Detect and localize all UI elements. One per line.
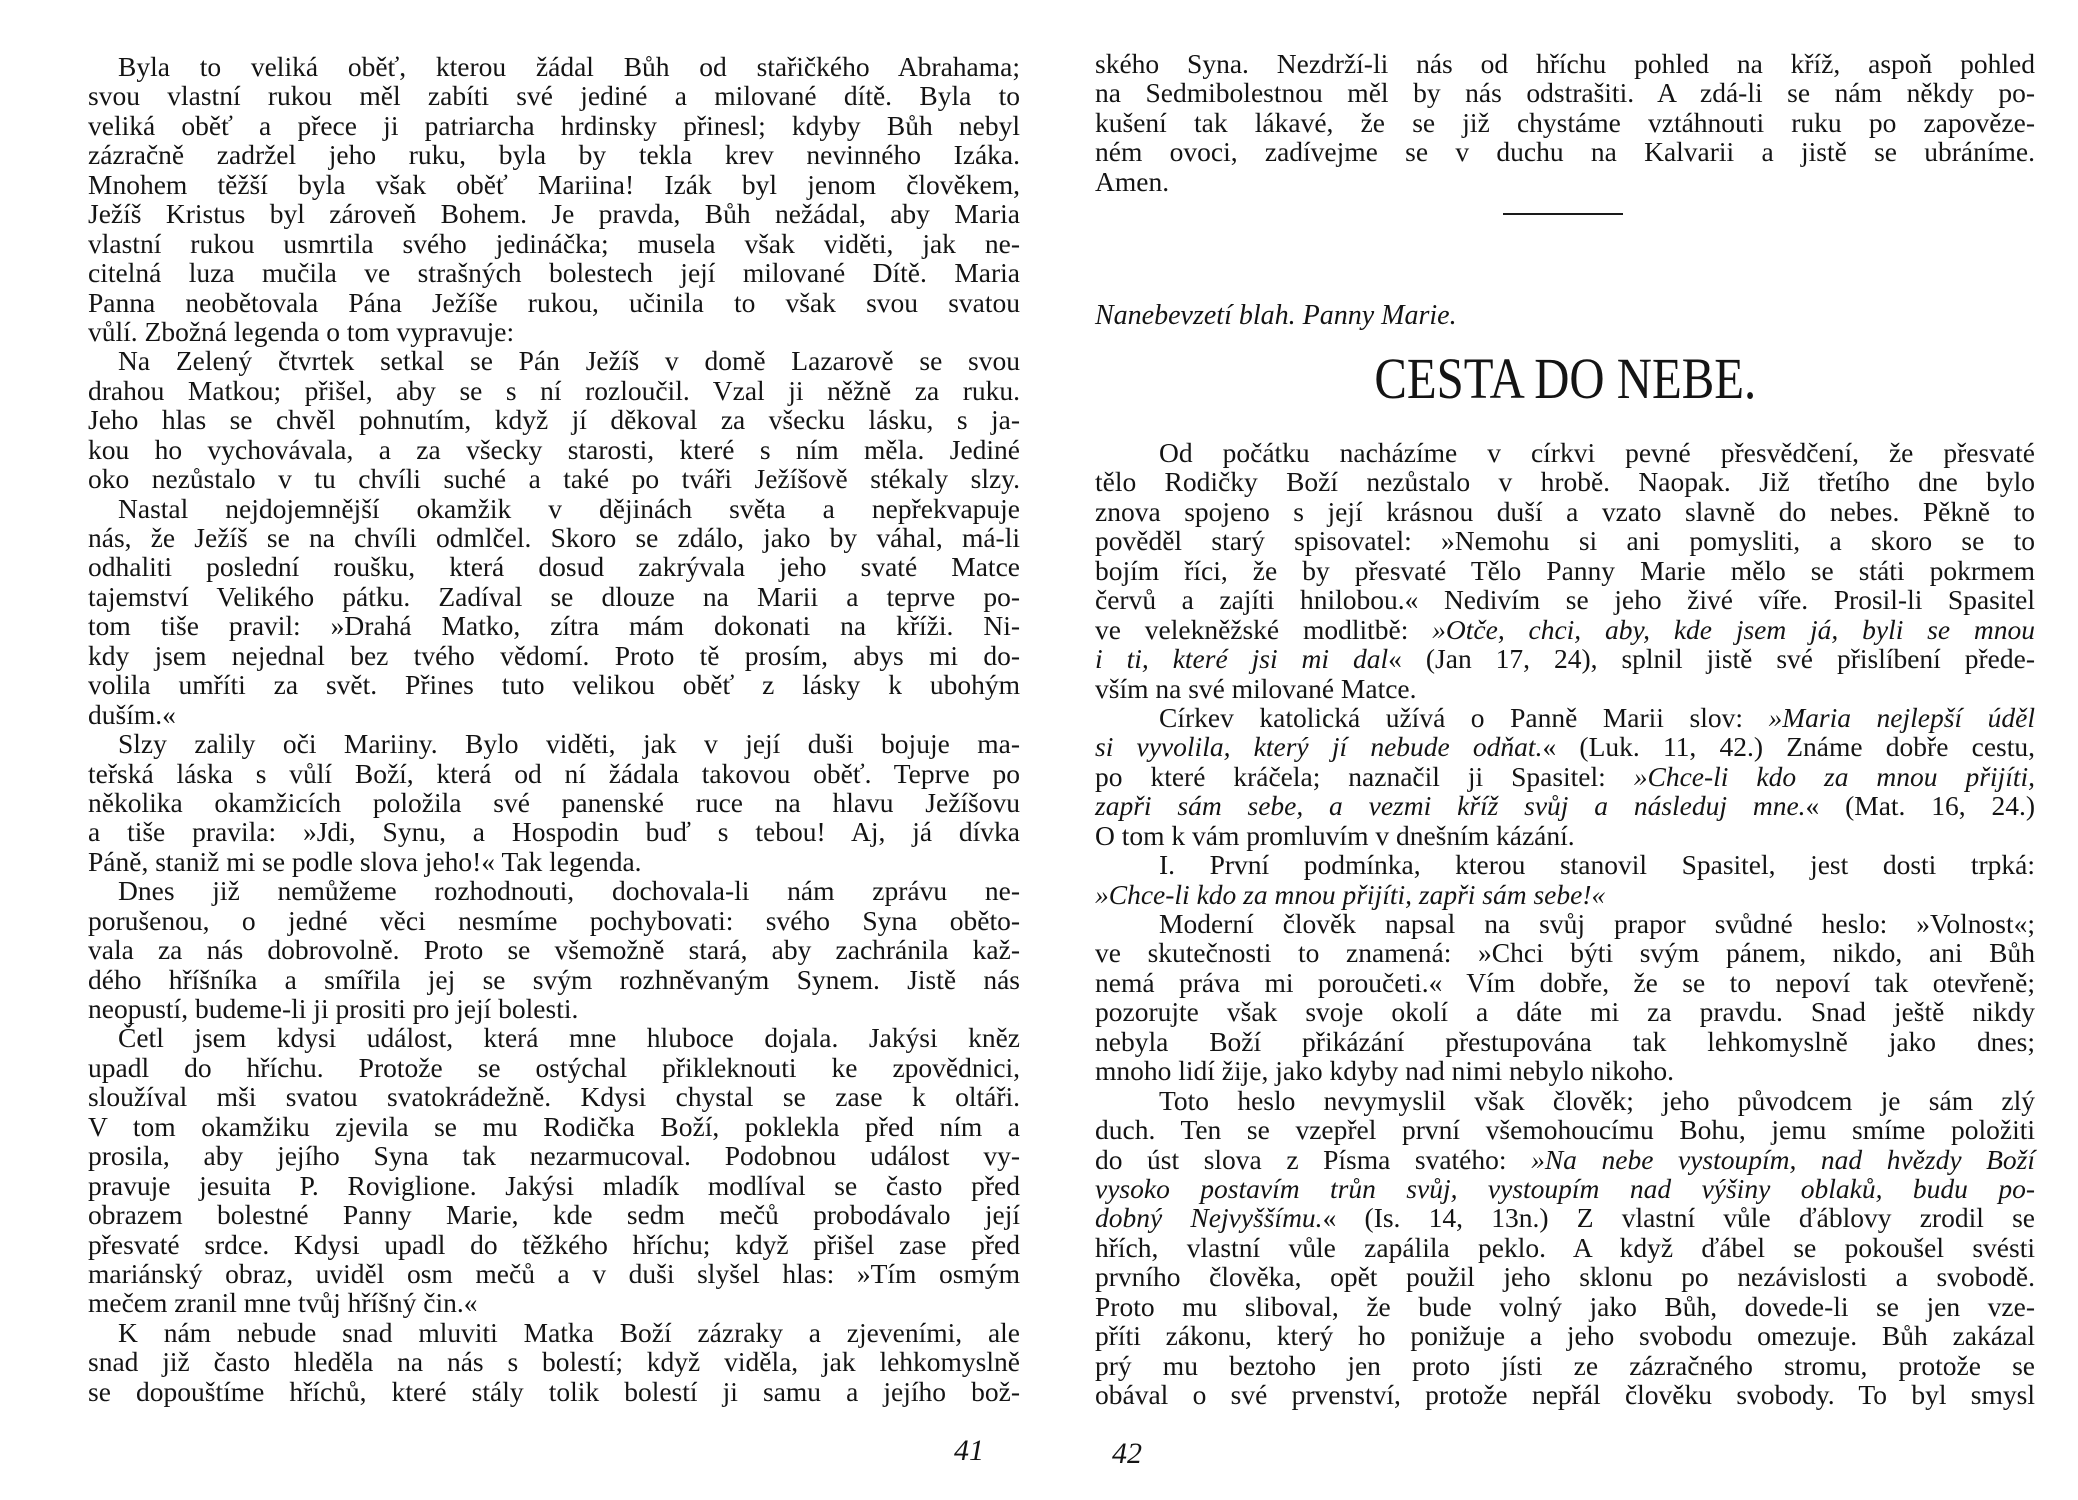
text-line: sloužíval mši svatou svatokrádežně. Kdysi chystal se zase k oltáři. [88,1081,1020,1113]
text-run: po které kráčela; naznačil ji Spasitel: [1095,760,1634,792]
text-line: pozorujte však svoje okolí a dáte mi za pravdu. Snad ještě nikdy [1095,996,2035,1028]
text-line: O tom k vám promluvím v dnešním kázání. [1095,819,1575,851]
text-line: svou vlastní rukou měl zabíti své jediné a milované dítě. Byla to [88,80,1020,112]
text-line [1095,1174,2035,1203]
text-line: tajemství Velikého pátku. Zadíval se dlouze na Marii a teprve po- [88,580,1020,612]
text-line: upadl do hříchu. Protože se ostýchal přikleknouti ke zpovědnici, [88,1051,1020,1083]
paragraph [1095,49,2035,196]
text-line: Toto heslo nevymyslil však člověk; jeho původcem je sám zlý [1159,1084,2035,1116]
text-line: nás, že Ježíš se na chvíli odmlčel. Skoro se zdálo, jako by váhal, má-li [88,522,1020,553]
text-line: pověděl starý spisovatel: »Nemohu si ani pomysliti, a skoro se to [1095,525,2035,557]
paragraph [1095,438,2035,703]
text-line: ského Syna. Nezdrží-li nás od hříchu pohled na kříž, aspoň pohled [1095,48,2035,79]
text-line: prosila, aby jejího Syna tak nezarmucoval. Podobnou událost vy- [88,1140,1020,1172]
italic-quote: si vyvolila, který jí nebude odňat. [1095,731,1543,763]
text-line: ném ovoci, zadívejme se v duchu na Kalvarii a jistě se ubráníme. [1095,136,2035,168]
italic-quote: »Na nebe vystoupím, nad hvězdy Boží [1531,1143,2035,1175]
paragraph [88,1318,1020,1406]
text-run: « (Is. 14, 13n.) Z vlastní vůle ďáblovy zrodil se [1322,1202,2035,1234]
text-line: a tiše pravila: »Jdi, Synu, a Hospodin buď s tebou! Aj, já dívka [88,816,1020,848]
text-line: Byla to veliká oběť, kterou žádal Bůh od stařičkého Abrahama; [118,51,1020,82]
text-line: Slzy zalily oči Mariiny. Bylo viděti, jak v její duši bojuje ma- [118,728,1020,760]
text-line: Četl jsem kdysi událost, která mne hluboce dojala. Jakýsi kněz [118,1022,1020,1054]
text-line: mnoho lidí žije, jako kdyby nad nimi nebylo nikoho. [1095,1055,1674,1087]
paragraph [88,876,1020,1023]
paragraph [1095,1086,2035,1410]
text-line: mečem zranil mne tvůj hříšný čin.« [88,1287,478,1319]
italic-quote: dobný Nejvyššímu. [1095,1202,1323,1234]
text-line: Proto mu sliboval, že bude volný jako Bůh, dovede-li se jen vze- [1095,1290,2035,1322]
text-line: přesvaté srdce. Kdysi upadl do těžkého hříchu; když přišel zase před [88,1228,1020,1260]
text-line: Mnohem těžší byla však oběť Mariina! Izák byl jenom člověkem, [88,168,1020,200]
text-line: duch. Ten se vzepřel první všemohoucímu Bohu, jemu smíme položiti [1095,1114,2035,1146]
italic-quote: zapři sám sebe, a vezmi kříž svůj a následuj mne. [1095,790,1806,822]
text-line: obával o své prvenství, protože nepřál člověku svobody. To byl smysl [1095,1379,2035,1410]
text-line [1095,644,2035,673]
text-line: hřích, vlastní vůle zapálila peklo. A když ďábel se pokoušel svésti [1095,1231,2035,1263]
text-line: V tom okamžiku zjevila se mu Rodička Boží, poklekla před ním a [88,1110,1020,1142]
text-line: Jeho hlas se chvěl pohnutím, když jí děkoval za všecku lásku, s ja- [88,404,1020,436]
italic-quote: i ti, které jsi mi dal [1095,643,1389,675]
text-line: se dopouštíme hříchů, které stály tolik bolestí ji samu a jejího bož- [88,1375,1020,1407]
text-line: kou ho vychovávala, a za všecky starosti, které s ním měla. Jediné [88,433,1020,465]
page-number-right: 42 [1112,1437,1142,1470]
feast-subtitle: Nanebevzetí blah. Panny Marie. [1095,300,1457,331]
text-line: porušenou, o jedné věci nesmíme pochybovati: svého Syna oběto- [88,904,1020,936]
paragraph [88,729,1020,876]
text-line: pravuje jesuita P. Roviglione. Jakýsi mladík modlíval se často před [88,1169,1020,1201]
text-line: Moderní člověk napsal na svůj prapor svůdné heslo: »Volnost«; [1159,908,2035,939]
text-line [1095,732,2035,761]
text-line [1095,762,2035,791]
text-line: tom tiše pravil: »Drahá Matko, zítra mám dokonati na kříži. Ni- [88,610,1020,642]
text-line: prý mu beztoho jen proto jísti ze zázračného stromu, protože se [1095,1349,2035,1381]
paragraph [1095,703,2035,850]
text-run: Církev katolická užívá o Panně Marii slov: [1159,701,1769,733]
text-line: Ježíš Kristus byl zároveň Bohem. Je pravda, Bůh nežádal, aby Maria [88,198,1020,230]
section-divider [1503,213,1623,215]
text-line: neopustí, budeme-li ji prositi pro její bolesti. [88,993,579,1024]
text-line: Amen. [1095,165,1170,197]
text-line: Na Zelený čtvrtek setkal se Pán Ježíš v domě Lazarově se svou [118,345,1020,377]
text-line: tělo Rodičky Boží nezůstalo v hrobě. Naopak. Již třetího dne bylo [1095,466,2035,498]
text-line: duším.« [88,698,176,730]
text-line [1095,703,2035,732]
text-line [1095,615,2035,644]
italic-quote: »Chce-li kdo za mnou přijíti, zapři sám sebe!« [1095,878,1606,910]
text-line: I. První podmínka, kterou stanovil Spasitel, jest dosti trpká: [1159,849,2035,881]
text-line: veliká oběť a přece ji patriarcha hrdinsky přinesl; kdyby Bůh nebyl [88,109,1020,141]
text-line: znova spojeno s její krásnou duší a vzato slavně do nebes. Pěkně to [1095,495,2035,527]
italic-quote: »Chce-li kdo za mnou přijíti, [1633,760,2035,792]
paragraph [88,494,1020,730]
text-line: zázračně zadržel jeho ruku, byla by tekla krev nevinného Izáka. [88,139,1020,171]
text-run: ve velekněžské modlitbě: [1095,613,1433,645]
text-line: K nám nebude snad mluviti Matka Boží zázraky a zjeveními, ale [118,1316,1020,1348]
text-line: kušení tak lákavé, že se již chystáme vztáhnouti ruku po zapověze- [1095,106,2035,138]
paragraph [88,1023,1020,1317]
page-number-left: 41 [954,1434,984,1467]
text-line: obrazem bolestné Panny Marie, kde sedm mečů probodávalo její [88,1199,1020,1231]
text-line: nebyla Boží přikázání přestupována tak lehkomyslně jako dnes; [1095,1025,2035,1057]
text-line: prvního člověka, opět použil jeho sklonu po nezávislosti a svobodě. [1095,1261,2035,1293]
text-line: Dnes již nemůžeme rozhodnouti, dochovala-li nám zprávu ne- [118,875,1020,907]
text-line: Od počátku nacházíme v církvi pevné přesvědčení, že přesvaté [1159,437,2035,468]
text-line: na Sedmibolestnou měl by nás odstrašiti. A zdá-li se nám někdy po- [1095,77,2035,109]
text-line: drahou Matkou; přišel, aby se s ní rozloučil. Vzal ji něžně za ruku. [88,374,1020,406]
paragraph [88,52,1020,346]
sermon-title [1095,344,2035,414]
paragraph [1095,909,2035,1086]
text-line [1095,880,2035,909]
text-line: teřská láska s vůlí Boží, která od ní žádala takovou oběť. Teprve po [88,757,1020,789]
paragraph [88,346,1020,493]
text-line [1095,1203,2035,1232]
text-run: do úst slova z Písma svatého: [1095,1143,1532,1175]
sermon-title-text: CESTA DO NEBE. [1374,346,1756,411]
left-page-body [88,52,1020,1406]
text-line: citelná luza mučila ve strašných bolestech její milované Dítě. Maria [88,257,1020,289]
text-line: kdy jsem nejednal bez tvého vědomí. Proto tě prosím, abys mi do- [88,639,1020,671]
italic-quote: »Maria nejlepší úděl [1768,701,2035,733]
right-page-body [1095,438,2035,1409]
text-line: volila umříti za svět. Přines tuto velikou oběť z lásky k ubohým [88,669,1020,701]
text-line: dého hříšníka a smířila jej se svým rozhněvaným Synem. Jistě nás [88,963,1020,995]
text-line: Páně, staniž mi se podle slova jeho!« Tak legenda. [88,845,642,877]
italic-quote: »Otče, chci, aby, kde jsem já, byli se mnou [1432,613,2035,645]
text-run: « (Jan 17, 24), splnil jistě své přislíbení přede- [1388,643,2036,675]
text-line: vším na své milované Matce. [1095,672,1417,704]
text-line: odhaliti poslední roušku, která dosud zakrývala jeho svaté Matce [88,551,1020,583]
text-line [1095,1145,2035,1174]
text-line: nemá práva mi poroučeti.« Vím dobře, že se to nepoví tak otevřeně; [1095,966,2035,998]
text-line: několika okamžicích položila své panenské ruce na hlavu Ježíšovu [88,786,1020,818]
text-line: Panna neobětovala Pána Ježíše rukou, učinila to však svou svatou [88,286,1020,318]
text-line: Nastal nejdojemnější okamžik v dějinách světa a nepřekvapuje [118,492,1020,524]
text-run: « (Mat. 16, 24.) [1805,790,2035,822]
italic-quote: vysoko postavím trůn svůj, vystoupím nad výšiny oblaků, budu po- [1095,1172,2035,1204]
text-line: snad již často hleděla na nás s bolestí; když viděla, jak lehkomyslně [88,1346,1020,1378]
text-line: červů a zajíti hnilobou.« Nedivím se jeho živé víře. Prosil-li Spasitel [1095,584,2035,616]
text-line: příti zákonu, který ho ponižuje a jeho svobodu omezuje. Bůh zakázal [1095,1320,2035,1352]
text-line: vlastní rukou usmrtila svého jedináčka; musela však viděti, jak ne- [88,227,1020,259]
text-line: vůlí. Zbožná legenda o tom vypravuje: [88,315,515,347]
text-run: « (Luk. 11, 42.) Známe dobře cestu, [1542,731,2035,763]
sermon-ending [1095,49,2035,196]
text-line: mariánský obraz, uviděl osm mečů a v duši slyšel hlas: »Tím osmým [88,1257,1020,1289]
text-line: oko nezůstalo v tu chvíli suché a také po tváři Ježíšově stékaly slzy. [88,463,1020,495]
text-line: bojím říci, že by přesvaté Tělo Panny Marie mělo se státi pokrmem [1095,554,2035,586]
text-line: vala za nás dobrovolně. Proto se všemožně stará, aby zachránila kaž- [88,934,1020,966]
paragraph [1095,850,2035,909]
text-line [1095,791,2035,820]
right-page [1039,0,2078,1500]
text-line: ve skutečnosti to znamená: »Chci býti svým pánem, nikdo, ani Bůh [1095,937,2035,969]
